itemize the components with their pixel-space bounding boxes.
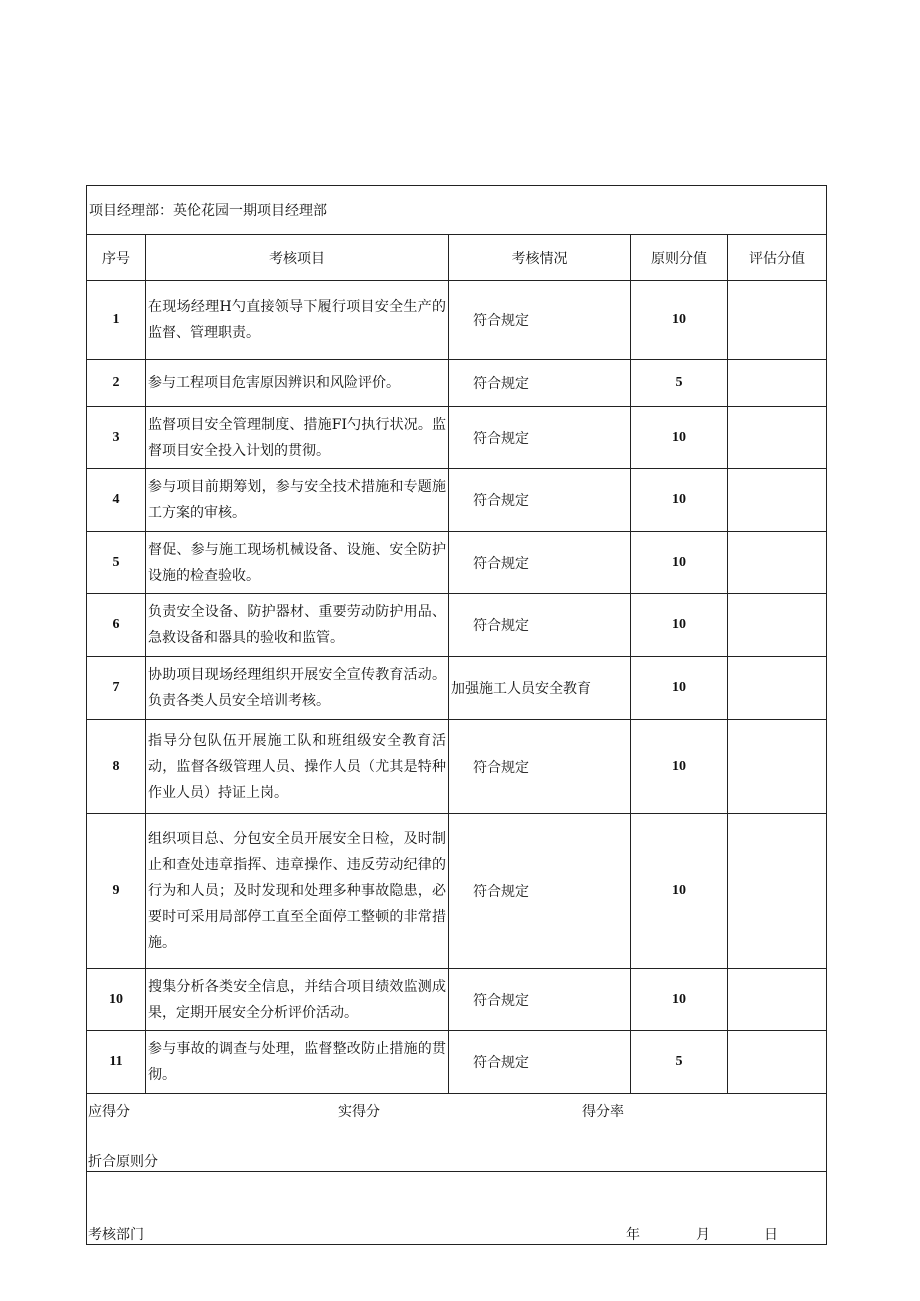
- signature-row: [87, 1172, 827, 1245]
- assessment-table: [86, 185, 827, 1245]
- standard-score: 10: [631, 657, 728, 720]
- column-header-row: [87, 235, 827, 281]
- table-row: [87, 281, 827, 360]
- table-row: [87, 720, 827, 814]
- day-label: 日: [764, 1227, 778, 1243]
- assessment-condition: 符合规定: [449, 281, 631, 360]
- evaluation-score-cell[interactable]: [728, 720, 827, 814]
- col-header-standard-score: 原则分值: [631, 235, 728, 281]
- assessment-item: 参与项目前期筹划，参与安全技术措施和专题施工方案的审核。: [146, 469, 449, 532]
- row-number: 5: [87, 532, 146, 594]
- standard-score: 10: [631, 281, 728, 360]
- standard-score: 5: [631, 1031, 728, 1094]
- row-number: 10: [87, 969, 146, 1031]
- evaluation-score-cell[interactable]: [728, 532, 827, 594]
- standard-score: 10: [631, 407, 728, 469]
- year-label: 年: [626, 1227, 640, 1243]
- row-number: 8: [87, 720, 146, 814]
- assessment-condition: 符合规定: [449, 594, 631, 657]
- assessment-item: 参与事故的调查与处理，监督整改防止措施的贯彻。: [146, 1031, 449, 1094]
- row-number: 7: [87, 657, 146, 720]
- col-header-condition: 考核情况: [449, 235, 631, 281]
- evaluation-score-cell[interactable]: [728, 657, 827, 720]
- evaluation-score-cell[interactable]: [728, 360, 827, 407]
- assessment-condition: 符合规定: [449, 532, 631, 594]
- month-label: 月: [696, 1227, 710, 1243]
- assessment-condition: 符合规定: [449, 969, 631, 1031]
- standard-score: 10: [631, 720, 728, 814]
- row-number: 1: [87, 281, 146, 360]
- table-row: [87, 532, 827, 594]
- evaluation-score-cell[interactable]: [728, 969, 827, 1031]
- assessment-item: 搜集分析各类安全信息，并结合项目绩效监测成果，定期开展安全分析评价活动。: [146, 969, 449, 1031]
- evaluation-score-cell[interactable]: [728, 407, 827, 469]
- evaluation-score-cell[interactable]: [728, 469, 827, 532]
- table-row: [87, 407, 827, 469]
- score-rate-label: 得分率: [582, 1104, 624, 1120]
- converted-score-label: 折合原则分: [88, 1154, 158, 1170]
- header-row: [87, 186, 827, 235]
- assessment-condition: 符合规定: [449, 407, 631, 469]
- table-row: [87, 969, 827, 1031]
- row-number: 3: [87, 407, 146, 469]
- assessment-item: 协助项目现场经理组织开展安全宣传教育活动。负责各类人员安全培训考核。: [146, 657, 449, 720]
- assessment-item: 在现场经理H勺直接领导下履行项目安全生产的监督、管理职责。: [146, 281, 449, 360]
- col-header-item: 考核项目: [146, 235, 449, 281]
- col-header-no: 序号: [87, 235, 146, 281]
- evaluation-score-cell[interactable]: [728, 594, 827, 657]
- assessment-item: 督促、参与施工现场机械设备、设施、安全防护设施的检查验收。: [146, 532, 449, 594]
- row-number: 6: [87, 594, 146, 657]
- evaluation-score-cell[interactable]: [728, 281, 827, 360]
- standard-score: 10: [631, 469, 728, 532]
- standard-score: 10: [631, 594, 728, 657]
- assessment-condition: 符合规定: [449, 360, 631, 407]
- assessment-condition: 符合规定: [449, 720, 631, 814]
- table-row: [87, 814, 827, 969]
- table-row: [87, 1031, 827, 1094]
- assessment-condition: 符合规定: [449, 814, 631, 969]
- row-number: 2: [87, 360, 146, 407]
- table-row: [87, 360, 827, 407]
- assessment-item: 组织项目总、分包安全员开展安全日检，及时制止和查处违章指挥、违章操作、违反劳动纪律的行为和人员；及时发现和处理多种事故隐患，必要时可采用局部停工直至全面停工整顿的非常措施。: [146, 814, 449, 969]
- assessment-condition: 符合规定: [449, 1031, 631, 1094]
- row-number: 11: [87, 1031, 146, 1094]
- department-label: 考核部门: [88, 1227, 144, 1243]
- standard-score: 5: [631, 360, 728, 407]
- summary-row: [87, 1094, 827, 1172]
- standard-score: 10: [631, 814, 728, 969]
- evaluation-score-cell[interactable]: [728, 1031, 827, 1094]
- standard-score: 10: [631, 969, 728, 1031]
- assessment-item: 指导分包队伍开展施工队和班组级安全教育活动，监督各级管理人员、操作人员（尤其是特种作业人员）持证上岗。: [146, 720, 449, 814]
- assessment-item: 参与工程项目危害原因辨识和风险评价。: [146, 360, 449, 407]
- assessment-item: 负责安全设备、防护器材、重要劳动防护用品、急救设备和器具的验收和监管。: [146, 594, 449, 657]
- table-row: [87, 469, 827, 532]
- col-header-evaluation-score: 评估分值: [728, 235, 827, 281]
- row-number: 4: [87, 469, 146, 532]
- table-row: [87, 594, 827, 657]
- assessment-condition: 符合规定: [449, 469, 631, 532]
- project-department-label: 项目经理部：英伦花园一期项目经理部: [87, 186, 827, 235]
- assessment-condition: 加强施工人员安全教育: [449, 657, 631, 720]
- standard-score: 10: [631, 532, 728, 594]
- row-number: 9: [87, 814, 146, 969]
- assessment-item: 监督项目安全管理制度、措施FI勺执行状况。监督项目安全投入计划的贯彻。: [146, 407, 449, 469]
- due-score-label: 应得分: [88, 1104, 130, 1120]
- evaluation-score-cell[interactable]: [728, 814, 827, 969]
- table-row: [87, 657, 827, 720]
- actual-score-label: 实得分: [338, 1104, 380, 1120]
